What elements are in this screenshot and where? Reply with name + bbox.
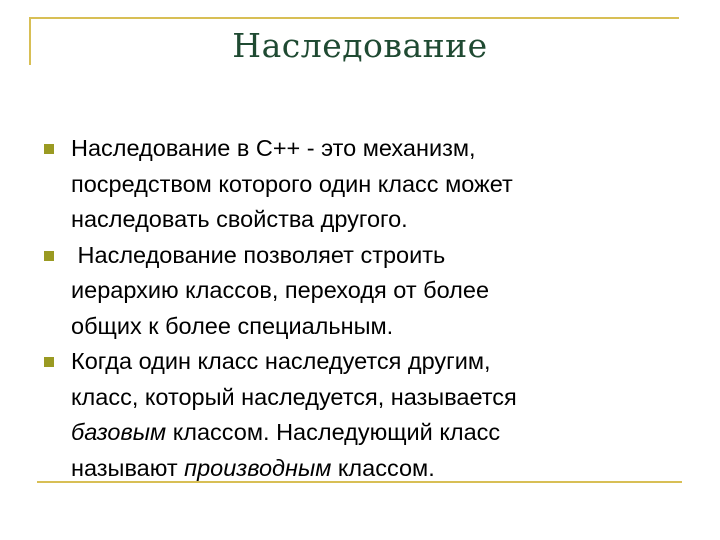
bullet-text-line: иерархию классов, переходя от более (71, 277, 490, 303)
frame-top-line (29, 17, 679, 19)
bullet-text-fragment: классом. (331, 454, 435, 481)
bullet-text-line: общих к более специальным. (71, 312, 394, 339)
bullet-item (42, 344, 682, 486)
bullet-text-line: наследовать свойства другого. (71, 206, 408, 232)
term-base-class: базовым (71, 419, 167, 445)
bullet-text-line: Наследование позволяет строить (71, 241, 446, 268)
bullet-text-line: посредством которого один класс может (71, 170, 513, 197)
term-derived-class: производным (184, 454, 332, 481)
frame-bottom-line (37, 481, 682, 483)
bullet-item (42, 131, 682, 238)
bullet-text-line (71, 415, 682, 451)
bullet-text-fragment: классом. Наследующий класс (166, 419, 501, 445)
square-bullet-icon (44, 144, 54, 154)
bullet-text-fragment: называют (71, 454, 185, 481)
square-bullet-icon (44, 357, 54, 367)
square-bullet-icon (44, 251, 54, 261)
bullet-item (42, 238, 682, 345)
bullet-list (42, 131, 682, 486)
slide-title: Наследование (232, 26, 488, 65)
bullet-text-line: класс, который наследуется, называется (71, 383, 517, 410)
bullet-text-line: Наследование в С++ - это механизм, (71, 135, 476, 161)
bullet-text-line: Когда один класс наследуется другим, (71, 348, 491, 374)
